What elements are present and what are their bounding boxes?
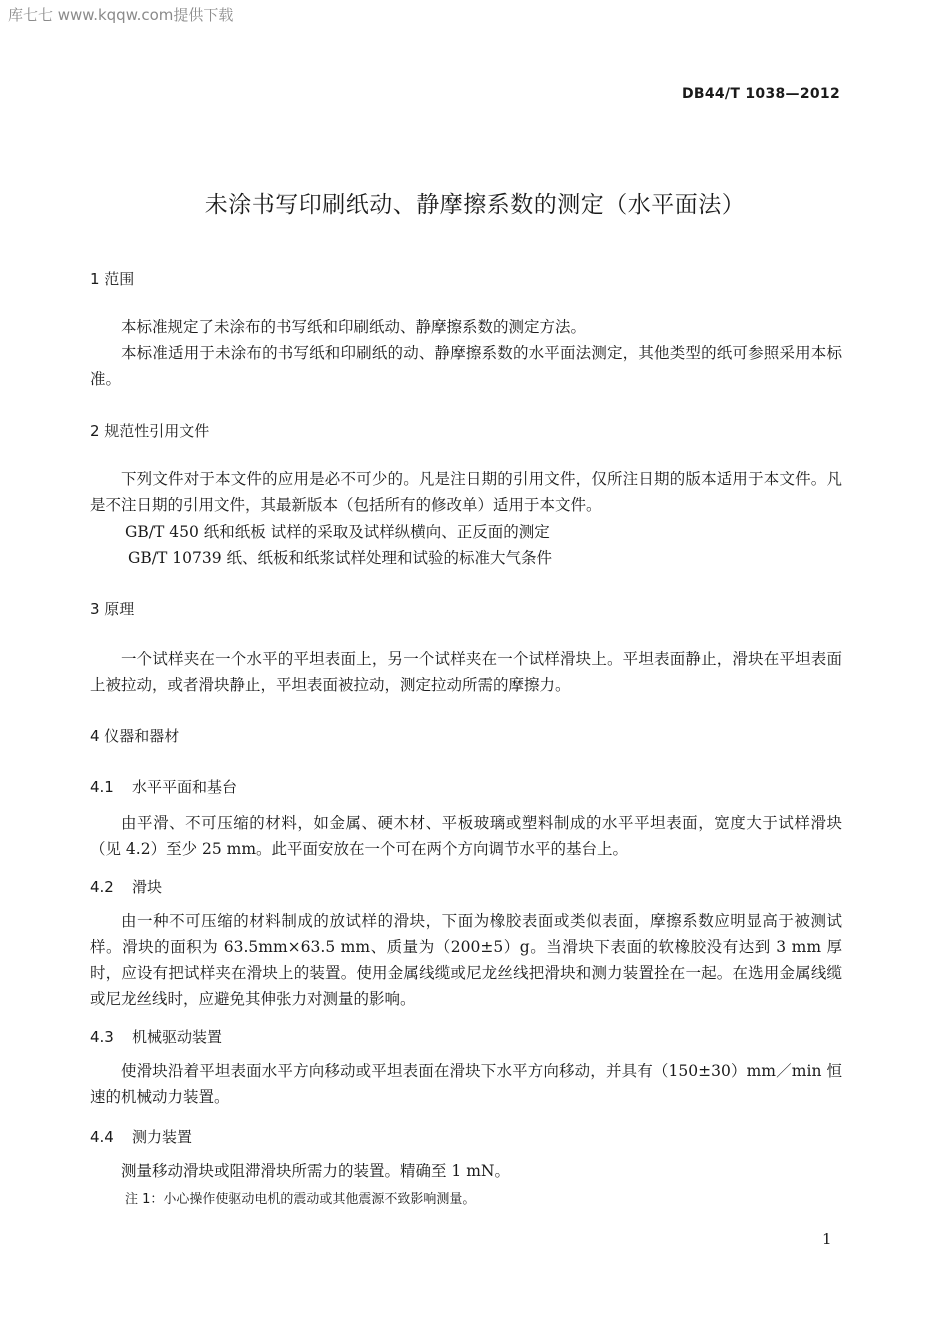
section-4-2-heading <box>90 876 162 897</box>
section-4-2-paragraph: 由一种不可压缩的材料制成的放试样的滑块，下面为橡胶表面或类似表面，摩擦系数应明显高于被测试样。滑块的面积为 63.5mm×63.5 mm、质量为（200±5）g。当滑块下表面的软橡胶没有达到 3 mm 厚时，应设有把试样夹在滑块上的装置。使用金属线缆或尼龙丝线把滑块和测力装置拴在一起。在选用金属线缆或尼龙丝线时，应避免其伸张力对测量的影响。 <box>90 912 842 1008</box>
section-4-4-title: 测力装置 <box>132 1128 193 1146</box>
section-1-paragraph-1: 本标准规定了未涂布的书写纸和印刷纸动、静摩擦系数的测定方法。 <box>121 318 587 336</box>
section-4-2-title: 滑块 <box>132 878 163 896</box>
section-1-paragraph-2: 本标准适用于未涂布的书写纸和印刷纸的动、静摩擦系数的水平面法测定，其他类型的纸可参照采用本标准。 <box>90 344 842 388</box>
section-3-heading: 3 原理 <box>90 600 135 618</box>
section-4-4-paragraph: 测量移动滑块或阻滞滑块所需力的装置。精确至 1 mN。 <box>121 1162 510 1180</box>
section-4-heading: 4 仪器和器材 <box>90 727 180 745</box>
section-4-3-title: 机械驱动装置 <box>132 1028 223 1046</box>
section-4-3-number: 4.3 <box>90 1028 114 1046</box>
watermark-text: 库七七 www.kqqw.com提供下载 <box>8 6 234 24</box>
document-title: 未涂书写印刷纸动、静摩擦系数的测定（水平面法） <box>204 192 746 218</box>
standard-number: DB44/T 1038—2012 <box>681 86 840 102</box>
section-2-paragraph-1: 下列文件对于本文件的应用是必不可少的。凡是注日期的引用文件，仅所注日期的版本适用于本文件。凡是不注日期的引用文件，其最新版本（包括所有的修改单）适用于本文件。 <box>90 470 842 514</box>
section-4-3-paragraph: 使滑块沿着平坦表面水平方向移动或平坦表面在滑块下水平方向移动，并具有（150±30）mm／min 恒速的机械动力装置。 <box>90 1062 842 1106</box>
reference-gbt-10739: GB/T 10739 纸、纸板和纸浆试样处理和试验的标准大气条件 <box>128 549 552 567</box>
section-4-4-note: 注 1：小心操作使驱动电机的震动或其他震源不致影响测量。 <box>125 1192 476 1207</box>
section-4-3-heading <box>90 1026 222 1047</box>
section-4-1-heading <box>90 776 237 797</box>
section-4-1-number: 4.1 <box>90 778 114 796</box>
page-number: 1 <box>822 1230 832 1248</box>
section-4-1-paragraph: 由平滑、不可压缩的材料，如金属、硬木材、平板玻璃或塑料制成的水平平坦表面，宽度大于试样滑块（见 4.2）至少 25 mm。此平面安放在一个可在两个方向调节水平的基台上。 <box>90 814 842 858</box>
section-4-4-number: 4.4 <box>90 1128 114 1146</box>
section-2-heading: 2 规范性引用文件 <box>90 422 210 440</box>
section-1-heading: 1 范围 <box>90 270 135 288</box>
reference-gbt-450: GB/T 450 纸和纸板 试样的采取及试样纵横向、正反面的测定 <box>125 523 550 541</box>
section-3-paragraph-1: 一个试样夹在一个水平的平坦表面上，另一个试样夹在一个试样滑块上。平坦表面静止，滑块在平坦表面上被拉动，或者滑块静止，平坦表面被拉动，测定拉动所需的摩擦力。 <box>90 650 842 694</box>
section-4-4-heading <box>90 1126 192 1147</box>
section-4-2-number: 4.2 <box>90 878 114 896</box>
section-4-1-title: 水平平面和基台 <box>132 778 238 796</box>
